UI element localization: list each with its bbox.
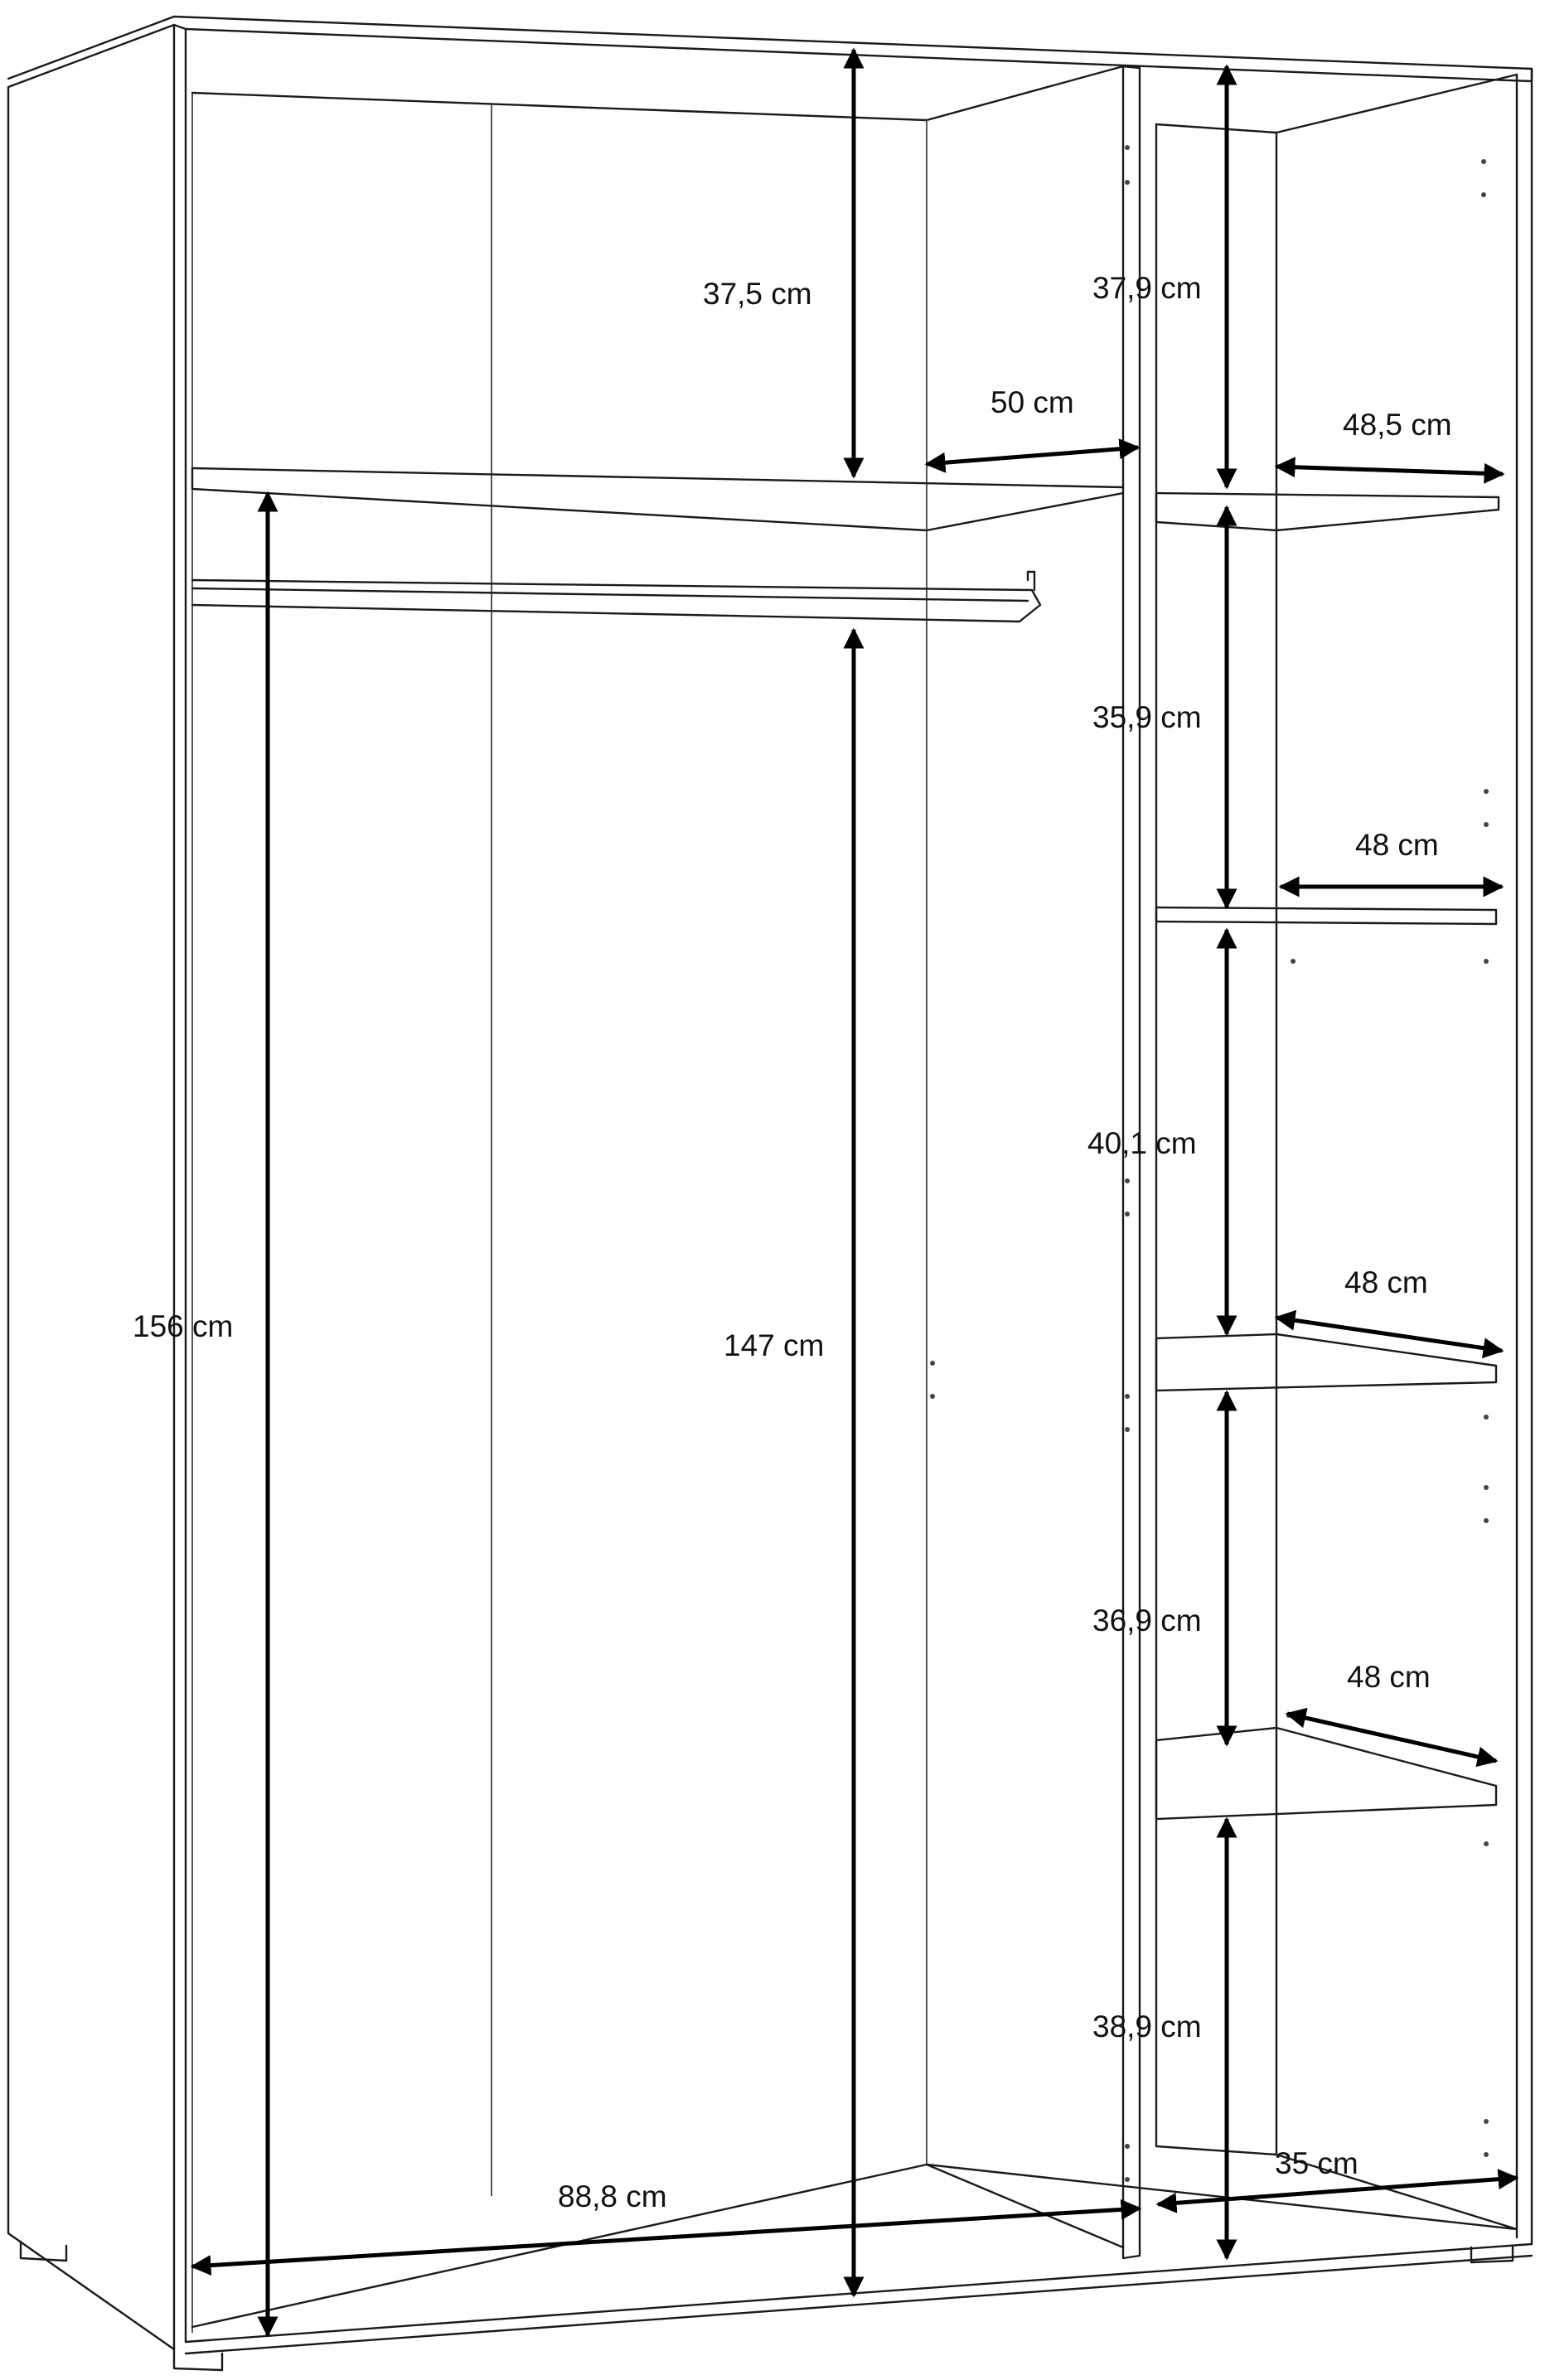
right-shelf-2 xyxy=(1156,907,1496,924)
label-hanging-height: 147 cm xyxy=(724,1328,825,1362)
label-compartment-4-height: 36,9 cm xyxy=(1092,1604,1202,1637)
label-shelf-3-depth: 48 cm xyxy=(1344,1265,1428,1299)
label-shelf-2-depth: 48 cm xyxy=(1355,828,1439,862)
wardrobe-body xyxy=(8,17,1532,2370)
right-compartment xyxy=(1156,75,1517,2229)
top-shelf xyxy=(192,468,1499,530)
label-left-shelf-depth: 50 cm xyxy=(990,385,1074,419)
label-left-interior-width: 88,8 cm xyxy=(558,2179,667,2213)
arrow-right-top-shelf-depth xyxy=(1276,467,1503,474)
label-top-left-compartment: 37,5 cm xyxy=(703,277,812,311)
label-right-top-shelf-depth: 48,5 cm xyxy=(1343,408,1452,442)
label-interior-height-left: 156 cm xyxy=(133,1309,234,1343)
dimension-labels xyxy=(133,271,1452,2213)
label-top-right-compartment: 37,9 cm xyxy=(1092,271,1202,305)
label-compartment-5-height: 38,9 cm xyxy=(1092,2010,1202,2044)
arrow-left-interior-width xyxy=(192,2208,1140,2266)
label-compartment-2-height: 35,9 cm xyxy=(1092,700,1202,734)
shelf-pin-holes xyxy=(930,145,1489,2182)
label-compartment-3-height: 40,1 cm xyxy=(1087,1126,1197,1160)
right-shelf-4 xyxy=(1156,1728,1496,1819)
arrow-shelf-4-depth xyxy=(1287,1714,1496,1761)
arrow-left-shelf-depth xyxy=(927,447,1138,464)
dimension-arrows xyxy=(192,50,1517,2335)
label-shelf-4-depth: 48 cm xyxy=(1347,1660,1431,1694)
arrow-right-interior-width xyxy=(1158,2178,1517,2204)
arrow-shelf-3-depth xyxy=(1276,1318,1502,1351)
hanging-rail xyxy=(192,572,1040,622)
centre-divider xyxy=(1123,66,1140,2258)
label-right-interior-width: 35 cm xyxy=(1275,2146,1359,2180)
